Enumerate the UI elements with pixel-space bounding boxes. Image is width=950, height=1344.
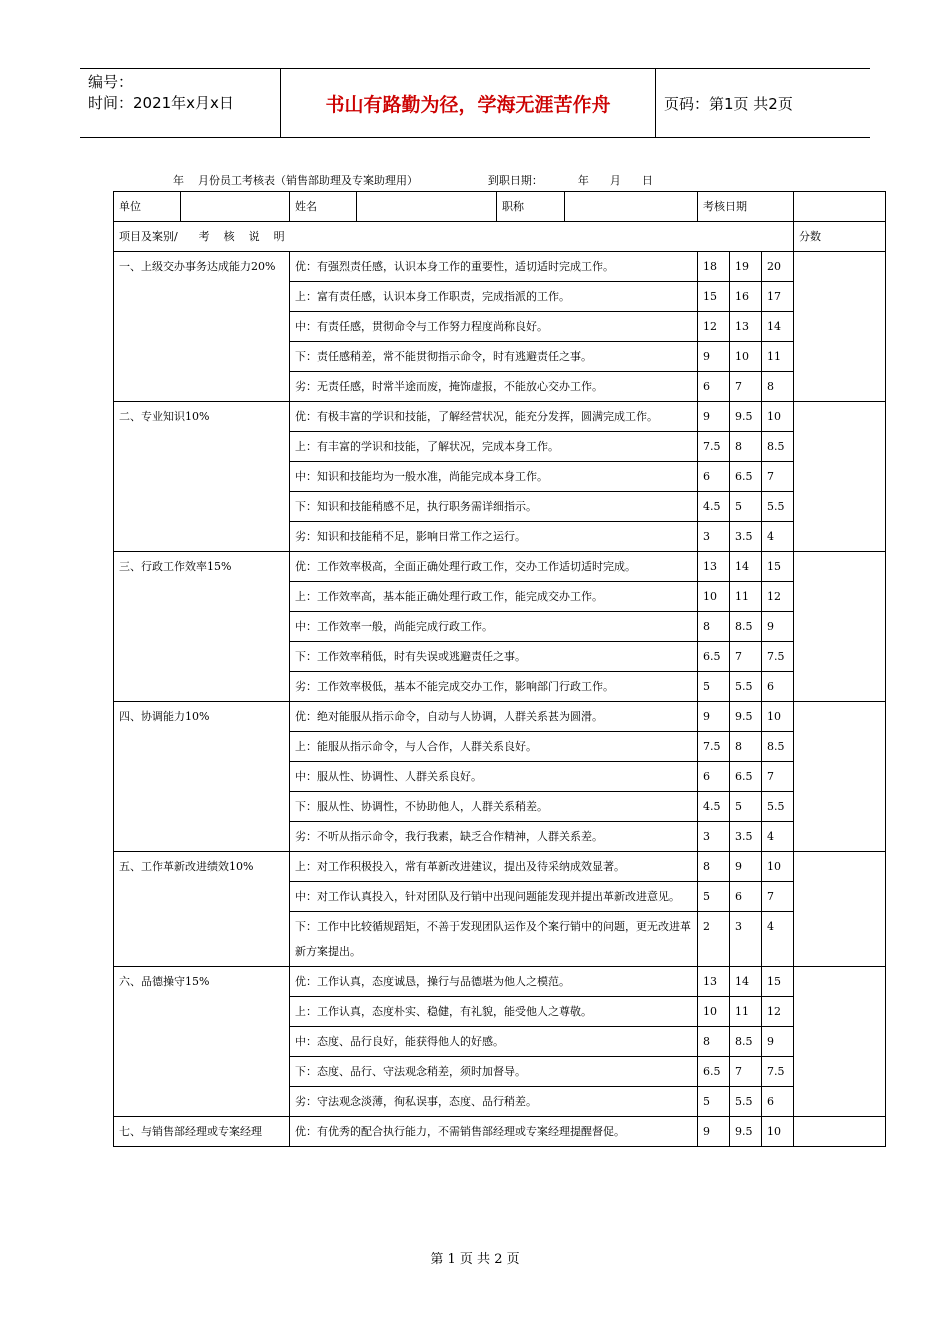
score-option: 5.5	[730, 672, 762, 702]
score-option: 6	[698, 762, 730, 792]
score-option: 11	[730, 997, 762, 1027]
score-option: 10	[698, 997, 730, 1027]
score-option: 9	[698, 1117, 730, 1147]
criteria-description: 优：有强烈责任感，认识本身工作的重要性，适切适时完成工作。	[290, 252, 698, 282]
score-option: 9	[698, 342, 730, 372]
score-option: 10	[730, 342, 762, 372]
score-option: 17	[762, 282, 794, 312]
score-option: 19	[730, 252, 762, 282]
score-option: 9.5	[730, 1117, 762, 1147]
criteria-row	[114, 552, 886, 582]
score-option: 11	[730, 582, 762, 612]
criteria-row	[114, 402, 886, 432]
criteria-description: 劣：守法观念淡薄，徇私误事，态度、品行稍差。	[290, 1087, 698, 1117]
score-header: 分数	[794, 222, 886, 252]
score-option: 4.5	[698, 792, 730, 822]
criteria-description: 下：态度、品行、守法观念稍差，须时加督导。	[290, 1057, 698, 1087]
criteria-description: 劣：工作效率极低，基本不能完成交办工作，影响部门行政工作。	[290, 672, 698, 702]
score-option: 5	[698, 1087, 730, 1117]
score-input[interactable]	[794, 852, 886, 967]
criteria-description: 中：工作效率一般，尚能完成行政工作。	[290, 612, 698, 642]
score-option: 18	[698, 252, 730, 282]
score-option: 7.5	[698, 432, 730, 462]
criteria-description: 劣：无责任感，时常半途而废，掩饰虚报，不能放心交办工作。	[290, 372, 698, 402]
criteria-description: 下：责任感稍差，常不能贯彻指示命令，时有逃避责任之事。	[290, 342, 698, 372]
criteria-description: 上：工作效率高，基本能正确处理行政工作，能完成交办工作。	[290, 582, 698, 612]
criteria-row	[114, 702, 886, 732]
score-option: 10	[762, 402, 794, 432]
score-option: 7.5	[762, 1057, 794, 1087]
score-option: 4	[762, 822, 794, 852]
score-option: 3	[698, 522, 730, 552]
criteria-description: 优：工作认真，态度诚恳，操行与品德堪为他人之模范。	[290, 967, 698, 997]
criteria-row	[114, 1117, 886, 1147]
score-option: 15	[698, 282, 730, 312]
score-option: 8.5	[730, 612, 762, 642]
score-option: 5	[698, 882, 730, 912]
score-option: 7	[762, 882, 794, 912]
score-option: 6	[698, 462, 730, 492]
criteria-description: 中：知识和技能均为一般水准，尚能完成本身工作。	[290, 462, 698, 492]
score-option: 8	[698, 852, 730, 882]
title-field[interactable]	[565, 192, 698, 222]
score-option: 6	[730, 882, 762, 912]
section-name: 七、与销售部经理或专案经理	[114, 1117, 290, 1147]
criteria-description: 劣：知识和技能稍不足，影响日常工作之运行。	[290, 522, 698, 552]
score-option: 8	[730, 432, 762, 462]
criteria-description: 上：对工作积极投入，常有革新改进建议，提出及待采纳成效显著。	[290, 852, 698, 882]
score-option: 14	[762, 312, 794, 342]
score-option: 4.5	[698, 492, 730, 522]
form-title: 年 月份员工考核表（销售部助理及专案助理用） 到职日期： 年 月 日	[173, 174, 653, 187]
score-input[interactable]	[794, 252, 886, 402]
score-option: 16	[730, 282, 762, 312]
criteria-description: 下：工作效率稍低，时有失误或逃避责任之事。	[290, 642, 698, 672]
section-name: 一、上级交办事务达成能力20%	[114, 252, 290, 402]
criteria-description: 下：服从性、协调性，不协助他人，人群关系稍差。	[290, 792, 698, 822]
criteria-description: 中：态度、品行良好，能获得他人的好感。	[290, 1027, 698, 1057]
section-name: 三、行政工作效率15%	[114, 552, 290, 702]
header-motto: 书山有路勤为径，学海无涯苦作舟	[280, 69, 656, 137]
score-option: 5.5	[762, 492, 794, 522]
score-input[interactable]	[794, 702, 886, 852]
score-option: 6	[762, 672, 794, 702]
criteria-description: 中：对工作认真投入，针对团队及行销中出现问题能发现并提出革新改进意见。	[290, 882, 698, 912]
score-option: 9	[698, 702, 730, 732]
header-page-label: 页码：第1页 共2页	[664, 94, 793, 113]
score-option: 6.5	[698, 642, 730, 672]
score-option: 9	[762, 1027, 794, 1057]
score-input[interactable]	[794, 967, 886, 1117]
score-option: 7.5	[762, 642, 794, 672]
score-option: 9	[730, 852, 762, 882]
score-option: 11	[762, 342, 794, 372]
section-name: 六、品德操守15%	[114, 967, 290, 1117]
header-meta	[80, 69, 280, 137]
score-option: 12	[762, 582, 794, 612]
criteria-description: 优：工作效率极高，全面正确处理行政工作，交办工作适切适时完成。	[290, 552, 698, 582]
document-header	[80, 68, 870, 138]
score-option: 14	[730, 552, 762, 582]
score-option: 8	[730, 732, 762, 762]
criteria-description: 劣：不听从指示命令，我行我素，缺乏合作精神，人群关系差。	[290, 822, 698, 852]
unit-field[interactable]	[181, 192, 290, 222]
score-option: 15	[762, 552, 794, 582]
criteria-description: 中：有责任感，贯彻命令与工作努力程度尚称良好。	[290, 312, 698, 342]
score-option: 4	[762, 912, 794, 967]
score-option: 9	[762, 612, 794, 642]
criteria-row	[114, 967, 886, 997]
page-number: 第 1 页 共 2 页	[430, 1252, 520, 1267]
score-option: 8	[762, 372, 794, 402]
score-option: 5.5	[762, 792, 794, 822]
score-option: 8	[698, 1027, 730, 1057]
score-option: 10	[762, 852, 794, 882]
score-option: 10	[698, 582, 730, 612]
criteria-description: 下：工作中比较循规蹈矩，不善于发现团队运作及个案行销中的问题，更无改进革新方案提出。	[290, 912, 698, 967]
criteria-row	[114, 252, 886, 282]
column-header-row	[114, 222, 886, 252]
criteria-description: 优：绝对能服从指示命令，自动与人协调，人群关系甚为圆滑。	[290, 702, 698, 732]
score-option: 3.5	[730, 822, 762, 852]
score-option: 7	[762, 462, 794, 492]
score-option: 3.5	[730, 522, 762, 552]
criteria-description: 优：有极丰富的学识和技能，了解经营状况，能充分发挥，圆满完成工作。	[290, 402, 698, 432]
score-input[interactable]	[794, 402, 886, 552]
criteria-row	[114, 852, 886, 882]
score-option: 5	[698, 672, 730, 702]
section-name: 五、工作革新改进绩效10%	[114, 852, 290, 967]
unit-label: 单位	[114, 192, 181, 222]
section-name: 二、专业知识10%	[114, 402, 290, 552]
criteria-description: 优：有优秀的配合执行能力，不需销售部经理或专案经理提醒督促。	[290, 1117, 698, 1147]
score-option: 13	[698, 967, 730, 997]
score-option: 9	[698, 402, 730, 432]
score-option: 7	[730, 372, 762, 402]
score-option: 6.5	[730, 462, 762, 492]
name-label: 姓名	[290, 192, 357, 222]
score-option: 6.5	[698, 1057, 730, 1087]
score-option: 9.5	[730, 702, 762, 732]
score-option: 3	[730, 912, 762, 967]
score-option: 13	[698, 552, 730, 582]
score-input[interactable]	[794, 552, 886, 702]
score-option: 12	[698, 312, 730, 342]
item-header: 项目及案别/ 考 核 说 明	[114, 222, 794, 252]
score-option: 4	[762, 522, 794, 552]
score-option: 15	[762, 967, 794, 997]
evaluation-table	[113, 191, 886, 1147]
number-label: 编号：	[88, 73, 134, 91]
section-name: 四、协调能力10%	[114, 702, 290, 852]
score-option: 10	[762, 1117, 794, 1147]
score-option: 8.5	[762, 432, 794, 462]
score-option: 6.5	[730, 762, 762, 792]
score-option: 6	[698, 372, 730, 402]
name-field[interactable]	[357, 192, 497, 222]
score-option: 6	[762, 1087, 794, 1117]
score-option: 7	[730, 1057, 762, 1087]
criteria-description: 上：富有责任感，认识本身工作职责，完成指派的工作。	[290, 282, 698, 312]
criteria-description: 上：工作认真，态度朴实、稳健，有礼貌，能受他人之尊敬。	[290, 997, 698, 1027]
score-option: 14	[730, 967, 762, 997]
title-label: 职称	[497, 192, 565, 222]
review-date-field[interactable]	[794, 192, 886, 222]
score-option: 13	[730, 312, 762, 342]
score-option: 9.5	[730, 402, 762, 432]
score-option: 7	[730, 642, 762, 672]
score-option: 8.5	[762, 732, 794, 762]
info-row	[114, 192, 886, 222]
score-option: 7.5	[698, 732, 730, 762]
criteria-description: 上：能服从指示命令，与人合作，人群关系良好。	[290, 732, 698, 762]
review-date-label: 考核日期	[698, 192, 794, 222]
score-option: 10	[762, 702, 794, 732]
criteria-description: 中：服从性、协调性、人群关系良好。	[290, 762, 698, 792]
score-option: 5	[730, 792, 762, 822]
time-label: 时间：2021年x月x日	[88, 94, 234, 112]
score-option: 2	[698, 912, 730, 967]
score-input[interactable]	[794, 1117, 886, 1147]
score-option: 3	[698, 822, 730, 852]
score-option: 5.5	[730, 1087, 762, 1117]
criteria-description: 下：知识和技能稍感不足，执行职务需详细指示。	[290, 492, 698, 522]
criteria-description: 上：有丰富的学识和技能，了解状况，完成本身工作。	[290, 432, 698, 462]
score-option: 5	[730, 492, 762, 522]
score-option: 8	[698, 612, 730, 642]
score-option: 20	[762, 252, 794, 282]
score-option: 7	[762, 762, 794, 792]
score-option: 12	[762, 997, 794, 1027]
score-option: 8.5	[730, 1027, 762, 1057]
